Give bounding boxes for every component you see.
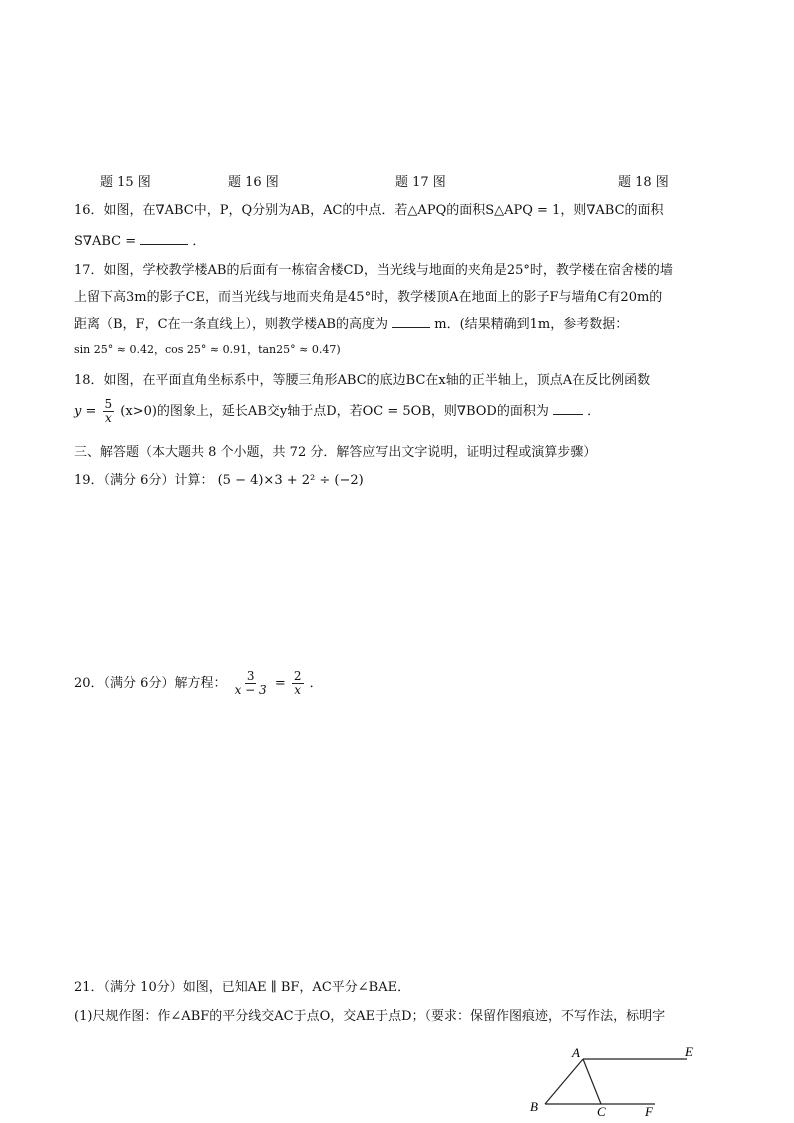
fraction-2-over-x: $\frac{2}{x}$ — [293, 669, 302, 697]
question-16-line-2: S∇ABC = ． — [74, 234, 206, 249]
question-18-line-1: 18．如图，在平面直角坐标系中，等腰三角形ABC的底边BC在x轴的正半轴上，顶点A在反比例函数 — [74, 373, 651, 388]
point-label-c: C — [597, 1104, 606, 1119]
question-17-line-2: 上留下高3m的影子CE，而当光线与地而夹角是45°时，教学楼顶A在地面上的影子F与墙角C有20m的 — [74, 290, 663, 305]
caption-fig-17: 题 17 图 — [395, 175, 446, 190]
point-label-b: B — [530, 1099, 538, 1114]
area-label: S∇ABC = — [74, 234, 137, 249]
caption-fig-15: 题 15 图 — [100, 175, 151, 190]
caption-fig-18: 题 18 图 — [618, 175, 669, 190]
question-20: 20．（满分 6分）解方程： $\frac{3}{x - 3}$ = $\frac{2}{x}$ ． — [74, 669, 323, 697]
figure-21-diagram — [525, 1040, 705, 1120]
fraction-3-over-x-minus-3: $\frac{3}{x - 3}$ — [234, 669, 267, 697]
question-21-line-2: (1)尺规作图：作∠ABF的平分线交AC于点O，交AE于点D；（要求：保留作图痕迹，不写作法，标明字 — [74, 1009, 666, 1024]
point-label-e: E — [685, 1044, 693, 1059]
segment-ab — [545, 1059, 583, 1104]
question-16-line-1: 16．如图，在∇ABC中，P，Q分别为AB，AC的中点．若△APQ的面积S△APQ = 1，则∇ABC的面积 — [74, 203, 664, 218]
question-17-line-1: 17．如图，学校教学楼AB的后面有一栋宿舍楼CD，当光线与地面的夹角是25°时，教学楼在宿舍楼的墙 — [74, 263, 673, 278]
expression-19: (5 − 4)×3 + 2² ÷ (−2) — [217, 473, 364, 488]
question-17-line-3: 距离（B，F，C在一条直线上），则教学楼AB的高度为 m．(结果精确到1m，参考数据： — [74, 317, 629, 332]
question-21-line-1: 21．（满分 10分）如图，已知AE ∥ BF，AC平分∠BAE． — [74, 980, 411, 995]
answer-blank-18[interactable] — [553, 402, 583, 415]
caption-fig-16: 题 16 图 — [228, 175, 279, 190]
question-19: 19．（满分 6分）计算： (5 − 4)×3 + 2² ÷ (−2) — [74, 473, 364, 488]
answer-blank-16[interactable] — [140, 232, 188, 245]
segment-ac — [583, 1059, 601, 1104]
fraction-5-over-x: $\frac{5}{x}$ — [104, 397, 113, 425]
section-3-heading: 三、解答题（本大题共 8 个小题，共 72 分．解答应写出文字说明，证明过程或演算步骤） — [74, 445, 597, 460]
point-label-a: A — [572, 1045, 580, 1060]
point-label-f: F — [645, 1104, 653, 1119]
question-18-line-2: y = $\frac{5}{x}$ (x>0)的图象上，延长AB交y轴于点D，若OC = 5OB，则∇BOD的面积为 ． — [74, 397, 601, 425]
answer-blank-17[interactable] — [392, 315, 430, 328]
question-17-reference-data: sin 25° ≈ 0.42，cos 25° ≈ 0.91，tan25° ≈ 0.47) — [74, 343, 341, 356]
